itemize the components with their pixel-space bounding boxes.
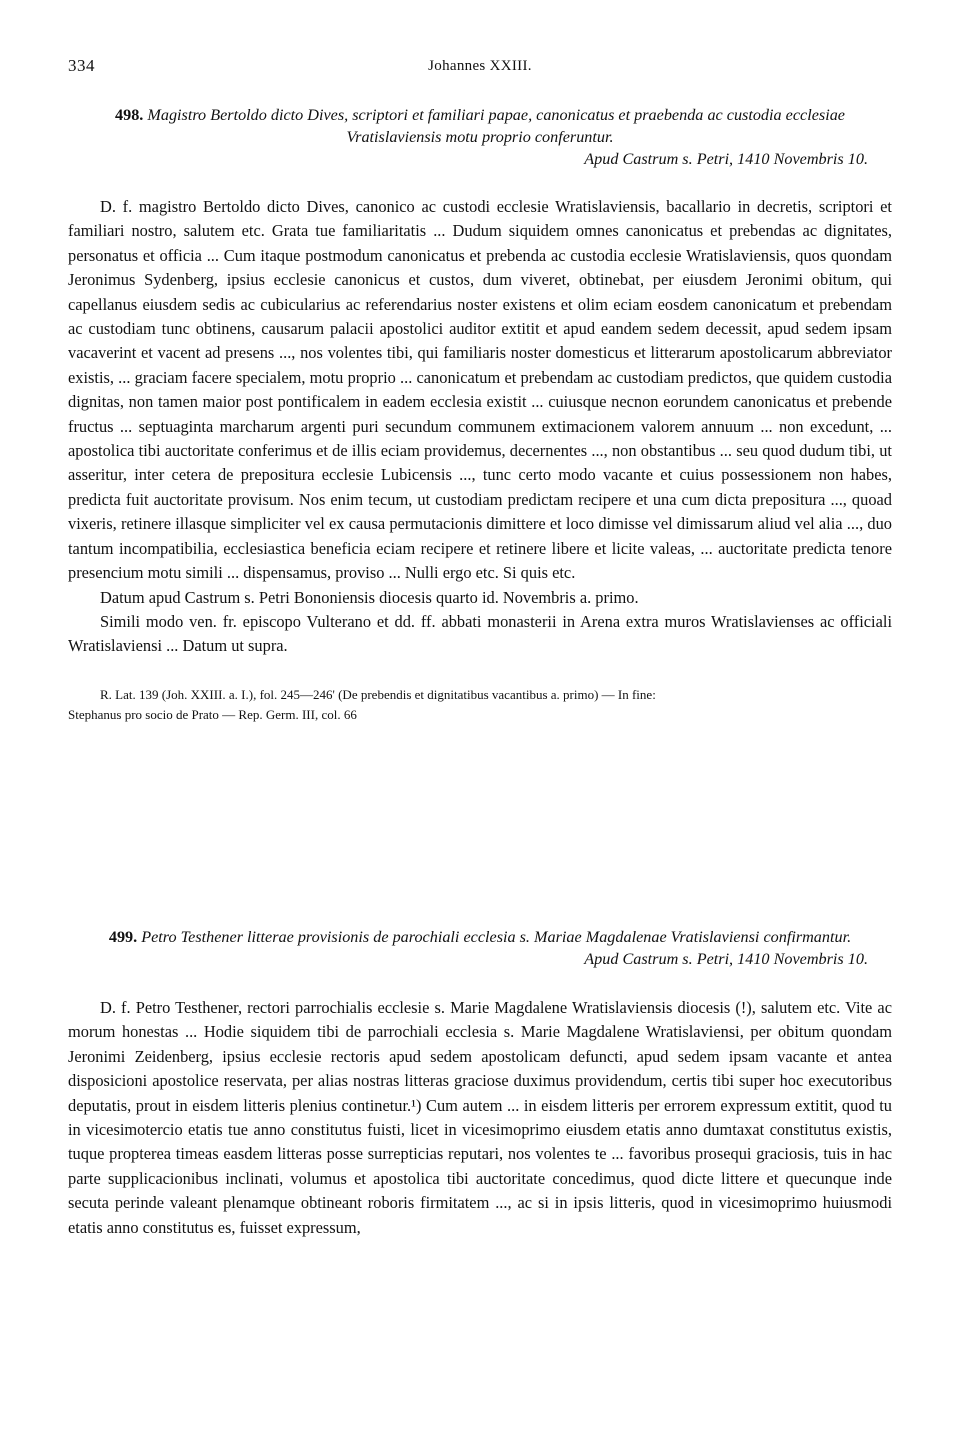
entry-number: 499. (108, 928, 138, 946)
entry-body (68, 195, 892, 659)
source-note-line: Stephanus pro socio de Prato — Rep. Germ. III, col. 66 (68, 706, 357, 722)
entry-dateline: Apud Castrum s. Petri, 1410 Novembris 10. (584, 150, 868, 168)
page-header (68, 56, 892, 82)
paragraph: D. f. magistro Bertoldo dicto Dives, canonico ac custodi ecclesie Wratislaviensis, bacallario in decretis, scriptori et familiari nostro, salutem etc. Grata tue familiaritatis ... Dudum siquidem omnes canonicatus et prebendas ac dignitates, personatus et officia ... Cum itaque postmodum canonicatus et prebenda ac custodia ecclesie Wratislaviensis, quos quondam Jeronimus Sydenberg, ipsius ecclesie canonicus et custos, dum viveret, obtinebat, per eiusdem Jeronimi obitum, qui capellanus eiusdem sedis ac cubicularius ac referendarius noster existens et olim eciam eosdem canonicatum et prebendam ac custodiam tunc obtinens, causarum palacii apostolici auditor extitit et apud eandem sedem decessit, apud sedem ipsam vacaverint et vacent ad presens ..., nos volentes tibi, qui familiaris noster domesticus et litterarum apostolicarum abbreviator existis, ... graciam facere specialem, motu proprio ... canonicatum et prebendam ac custodiam predictos, que quidem custodia dignitas, non tamen maior post pontificalem in eadem ecclesia existit ... cuiusque necnon eorundem canonicatus et prebende fructus ... septuaginta marcharum argenti puri secundum communem extimacionem valorem annuum ... non excedunt, ... apostolica tibi auctoritate conferimus et de illis eciam providemus, decernentes ..., non obstantibus ... seu quod dudum tibi, ut asseritur, inter cetera de prepositura ecclesie Lubicensis ..., tunc certo modo vacante et cuius possessionem non habes, predicta fuit auctoritate provisum. Nos enim tecum, ut custodiam predictam recipere et una cum dicta prepositura ..., quoad vixeris, retinere illasque simpliciter vel ex causa permutacionis dimittere et loco dimisse vel dimissarum aliud vel alia ..., duo tantum incompatibilia, ecclesiastica beneficia eciam recipere et retinere libere et licite valeas, ... auctoritate predicta tenore presencium motu simili ... dispensamus, proviso ... Nulli ergo etc. Si quis etc. (68, 197, 892, 583)
entry-title (68, 104, 892, 148)
source-note (68, 685, 892, 725)
running-head: Johannes XXIII. (428, 58, 532, 74)
entry-number: 498. (115, 106, 144, 124)
source-note-line: R. Lat. 139 (Joh. XXIII. a. I.), fol. 245—246' (De prebendis et dignitatibus vacantibus a. primo) — In fine: (100, 686, 656, 702)
entry-498 (68, 104, 892, 725)
entry-499 (68, 926, 892, 1240)
entry-title-text: Petro Testhener litterae provisionis de parochiali ecclesia s. Mariae Magdalenae Vratislaviensi confirmantur. (141, 928, 852, 946)
entry-title-text: Magistro Bertoldo dicto Dives, scriptori et familiari papae, canonicatus et praebenda ac custodia ecclesiae Vratislaviensis motu proprio conferuntur. (147, 106, 845, 146)
paragraph: Simili modo ven. fr. episcopo Vulterano et dd. ff. abbati monasterii in Arena extra muros Wratislavienses ac officiali Wratislaviensi ... Datum ut supra. (68, 611, 892, 656)
entry-dateline: Apud Castrum s. Petri, 1410 Novembris 10. (584, 950, 868, 968)
entry-body (68, 996, 892, 1240)
paragraph: Datum apud Castrum s. Petri Bononiensis diocesis quarto id. Novembris a. primo. (100, 587, 639, 607)
entry-title (68, 926, 892, 948)
paragraph: D. f. Petro Testhener, rectori parrochialis ecclesie s. Marie Magdalene Wratislaviensis diocesis (!), salutem etc. Vite ac morum honestas ... Hodie siquidem tibi de parrochiali ecclesia s. Marie Magdalene Wratislaviensi, per obitum quondam Jeronimi Zeidenberg, ipsius ecclesie rectoris apud sedem apostolicam defuncti, apud sedem ipsam vacante et antea disposicioni apostolice reservata, per alias nostras litteras graciose duximus providendum, certis tibi super hoc executoribus deputatis, prout in eisdem litteris plenius continetur.¹) Cum autem ... in eisdem litteris per errorem expressum extitit, quod tu in vicesimotercio etatis tue anno constitutus fuisti, licet in vicesimoprimo eiusdem etatis anno dumtaxat constitutus existis, tuque propterea timeas easdem litteras posse surrepticias reputari, nos volentes te ... favoribus prosequi graciosis, tuis in hac parte supplicacionibus inclinati, volumus et apostolica tibi auctoritate concedimus, quod dicte littere et quecunque inde secuta perinde valeant plenamque obtineant roboris firmitatem ..., ac si in ipsis litteris, quod in vicesimoprimo huiusmodi etatis anno constitutus es, fuisset expressum, (68, 998, 892, 1237)
page-number: 334 (68, 56, 95, 75)
